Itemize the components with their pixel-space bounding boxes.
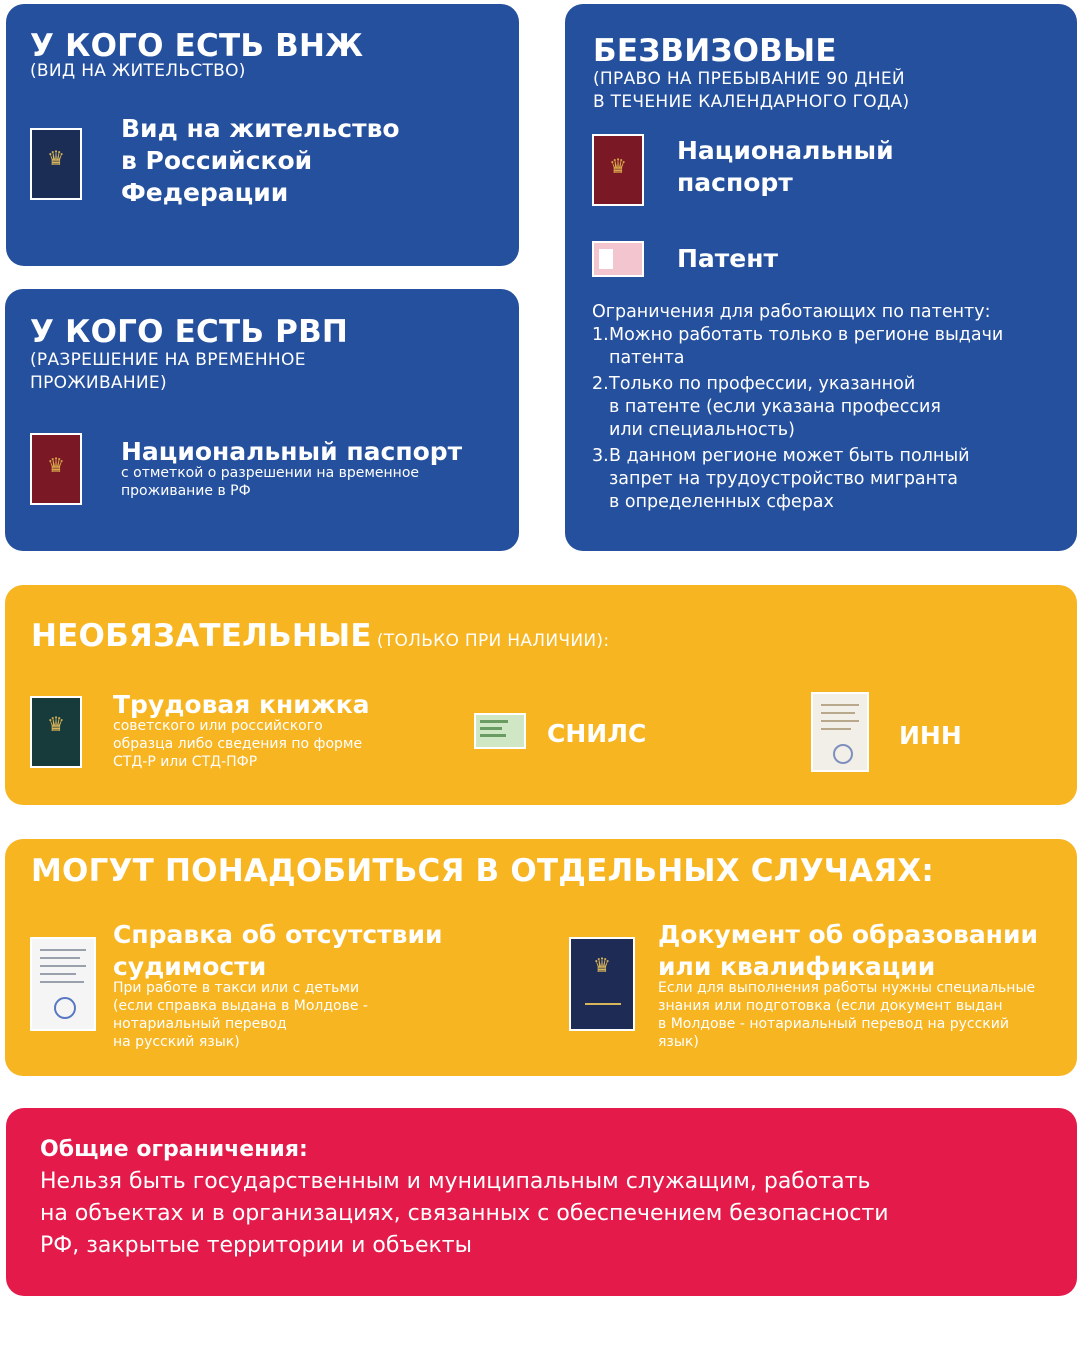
national-passport-icon: ♛ — [30, 433, 82, 505]
rvp-doc-note-line2: проживание в РФ — [121, 483, 251, 499]
criminal-note-line1: При работе в такси или с детьми — [113, 980, 360, 996]
optional-card — [5, 585, 1077, 805]
snils-icon — [474, 713, 526, 749]
criminal-title-line1: Справка об отсутствии — [113, 920, 443, 949]
patent-limit-3-text — [609, 445, 970, 514]
patent-limit-1-text — [609, 324, 1003, 370]
patent-limit-2-line2: в патенте (если указана профессия — [609, 397, 941, 417]
patent-limit-3-line1: В данном регионе может быть полный — [609, 446, 970, 466]
general-limits-card — [6, 1108, 1077, 1296]
general-text-line1: Нельзя быть государственным и муниципальным служащим, работать — [40, 1169, 871, 1194]
labor-book-title: Трудовая книжка — [113, 690, 370, 719]
labor-note-line1: советского или российского — [113, 718, 323, 734]
rvp-card — [5, 289, 519, 551]
residence-permit-icon: ♛ — [30, 128, 82, 200]
rvp-doc-title: Национальный паспорт — [121, 437, 463, 466]
patent-limits-title: Ограничения для работающих по патенту: — [592, 302, 991, 322]
patent-limit-2 — [592, 373, 1062, 442]
patent-limit-2-line3: или специальность) — [609, 420, 795, 440]
visa-free-passport-line1: Национальный — [677, 136, 894, 165]
patent-limit-3-line3: в определенных сферах — [609, 492, 834, 512]
patent-limit-2-line1: Только по профессии, указанной — [609, 374, 916, 394]
special-title: МОГУТ ПОНАДОБИТЬСЯ В ОТДЕЛЬНЫХ СЛУЧАЯХ: — [31, 853, 935, 889]
criminal-record-icon — [30, 937, 96, 1031]
diploma-icon: ♛ — [569, 937, 635, 1031]
patent-icon — [592, 241, 644, 277]
optional-heading — [31, 619, 609, 653]
criminal-note-line3: нотариальный перевод — [113, 1016, 287, 1032]
criminal-title-line2: судимости — [113, 952, 267, 981]
patent-limit-2-text — [609, 373, 941, 442]
edu-note-line2: знания или подготовка (если документ выдан — [658, 998, 1003, 1014]
rvp-title: У КОГО ЕСТЬ РВП — [30, 314, 349, 350]
general-text-line2: на объектах и в организациях, связанных с обеспечением безопасности — [40, 1201, 889, 1226]
visa-free-patent: Патент — [677, 244, 779, 273]
vnzh-title: У КОГО ЕСТЬ ВНЖ — [30, 28, 364, 64]
general-title: Общие ограничения: — [40, 1137, 308, 1162]
labor-note-line2: образца либо сведения по форме — [113, 736, 363, 752]
patent-limits-list — [592, 324, 1062, 517]
rvp-subtitle-line1: (РАЗРЕШЕНИЕ НА ВРЕМЕННОЕ — [30, 350, 306, 370]
labor-book-icon: ♛ — [30, 696, 82, 768]
edu-title-line2: или квалификации — [658, 952, 936, 981]
snils-title: СНИЛС — [547, 719, 647, 748]
visa-free-title: БЕЗВИЗОВЫЕ — [593, 33, 837, 69]
visa-free-card — [565, 4, 1077, 551]
vnzh-card — [6, 4, 519, 266]
vnzh-subtitle: (ВИД НА ЖИТЕЛЬСТВО) — [30, 61, 246, 81]
general-text-line3: РФ, закрытые территории и объекты — [40, 1233, 472, 1258]
patent-limit-1-line2: патента — [609, 348, 685, 368]
patent-limit-2-num: 2. — [592, 374, 609, 394]
criminal-note-line4: на русский язык) — [113, 1034, 240, 1050]
vnzh-doc-line2: в Российской — [121, 146, 313, 175]
vnzh-doc-line3: Федерации — [121, 178, 289, 207]
special-card — [5, 839, 1077, 1076]
visa-free-passport-line2: паспорт — [677, 168, 793, 197]
visa-free-subtitle-line1: (ПРАВО НА ПРЕБЫВАНИЕ 90 ДНЕЙ — [593, 69, 905, 89]
optional-title: НЕОБЯЗАТЕЛЬНЫЕ — [31, 618, 372, 654]
edu-note-line3: в Молдове - нотариальный перевод на русский — [658, 1016, 1009, 1032]
patent-limit-1-num: 1. — [592, 325, 609, 345]
criminal-note-line2: (если справка выдана в Молдове - — [113, 998, 368, 1014]
visa-free-passport-icon: ♛ — [592, 134, 644, 206]
edu-note-line1: Если для выполнения работы нужны специальные — [658, 980, 1036, 996]
edu-title-line1: Документ об образовании — [658, 920, 1038, 949]
rvp-doc-note-line1: с отметкой о разрешении на временное — [121, 465, 420, 481]
patent-limit-3-num: 3. — [592, 446, 609, 466]
optional-title-note: (ТОЛЬКО ПРИ НАЛИЧИИ): — [376, 631, 610, 651]
patent-limit-1 — [592, 324, 1062, 370]
inn-title: ИНН — [899, 721, 962, 750]
patent-limit-3 — [592, 445, 1062, 514]
edu-note-line4: язык) — [658, 1034, 699, 1050]
vnzh-doc-line1: Вид на жительство — [121, 114, 400, 143]
visa-free-subtitle-line2: В ТЕЧЕНИЕ КАЛЕНДАРНОГО ГОДА) — [593, 92, 910, 112]
labor-note-line3: СТД-Р или СТД-ПФР — [113, 754, 258, 770]
patent-limit-1-line1: Можно работать только в регионе выдачи — [609, 325, 1004, 345]
inn-icon — [811, 692, 869, 772]
patent-limit-3-line2: запрет на трудоустройство мигранта — [609, 469, 959, 489]
rvp-subtitle-line2: ПРОЖИВАНИЕ) — [30, 373, 167, 393]
